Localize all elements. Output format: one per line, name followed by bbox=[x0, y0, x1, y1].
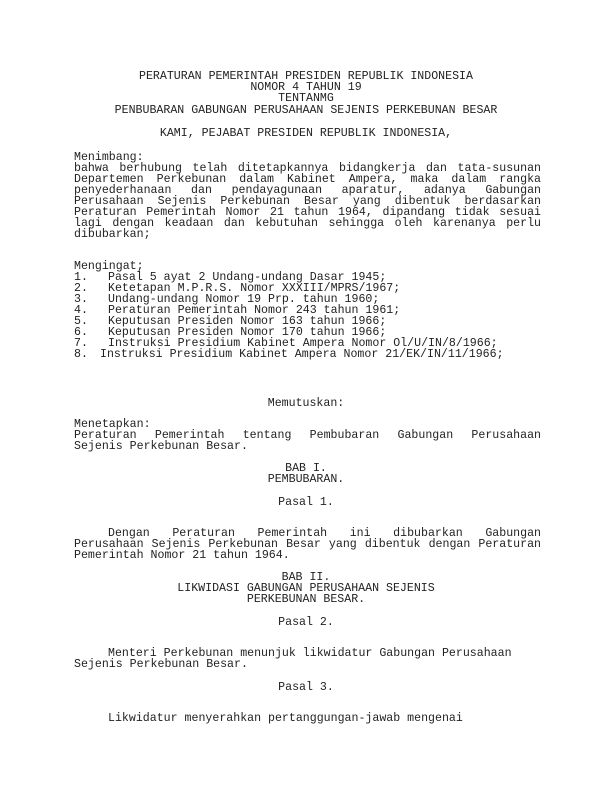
pasal3-title: Pasal 3. bbox=[278, 681, 334, 694]
menetapkan-label: Menetapkan: bbox=[74, 418, 151, 431]
list-number: 8. bbox=[74, 348, 88, 361]
list-number: 6. bbox=[74, 326, 88, 339]
memutuskan-heading: Memutuskan: bbox=[267, 397, 345, 410]
doc-title: PERATURAN PEMERINTAH PRESIDEN REPUBLIK INDONESIA bbox=[139, 70, 473, 83]
bab2-name: LIKWIDASI GABUNGAN PERUSAHAAN SEJENIS bbox=[177, 582, 435, 595]
bab2-title: BAB II. bbox=[281, 571, 331, 584]
mengingat-label: Mengingat; bbox=[74, 260, 144, 273]
pasal1-line: Dengan Peraturan Pemerintah ini dibubarkan Gabungan bbox=[108, 527, 541, 540]
list-number: 5. bbox=[74, 315, 88, 328]
pasal3-line: Likwidatur menyerahkan pertanggungan-jawab mengenai bbox=[108, 712, 463, 725]
pasal2-title: Pasal 2. bbox=[278, 616, 334, 629]
menimbang-line: Peraturan Pemerintah Nomor 21 tahun 1964, dipandang tidak sesuai bbox=[74, 206, 541, 219]
pasal2-line: Menteri Perkebunan menunjuk likwidatur Gabungan Perusahaan bbox=[108, 647, 512, 660]
bab1-title: BAB I. bbox=[285, 462, 327, 475]
bab2-name: PERKEBUNAN BESAR. bbox=[246, 593, 366, 606]
pasal1-line: Pemerintah Nomor 21 tahun 1964. bbox=[74, 549, 290, 562]
pasal2-line: Sejenis Perkebunan Besar. bbox=[74, 658, 248, 671]
menetapkan-line: Peraturan Pemerintah tentang Pembubaran Gabungan Perusahaan bbox=[74, 429, 541, 442]
list-item: Instruksi Presidium Kabinet Ampera Nomor Ol/U/IN/8/1966; bbox=[108, 337, 498, 350]
list-number: 3. bbox=[74, 293, 88, 306]
menimbang-line: dibubarkan; bbox=[74, 228, 151, 241]
list-item: Keputusan Presiden Nomor 163 tahun 1966; bbox=[108, 315, 387, 328]
list-item: Pasal 5 ayat 2 Undang-undang Dasar 1945; bbox=[108, 271, 387, 284]
menimbang-line: lagi dengan keadaan dan kebutuhan sehingga oleh karenanya perlu bbox=[74, 217, 541, 230]
list-number: 7. bbox=[74, 337, 88, 350]
list-number: 2. bbox=[74, 282, 88, 295]
list-item: Undang-undang Nomor 19 Prp. tahun 1960; bbox=[108, 293, 380, 306]
list-item: Instruksi Presidium Kabinet Ampera Nomor 21/EK/IN/11/1966; bbox=[100, 348, 504, 361]
menetapkan-line: Sejenis Perkebunan Besar. bbox=[74, 440, 248, 453]
menimbang-line: penyederhanaan dan pendayagunaan aparatur, adanya Gabungan bbox=[74, 184, 541, 197]
menimbang-line: Perusahaan Sejenis Perkebunan Besar yang dibentuk berdasarkan bbox=[74, 195, 541, 208]
bab1-name: PEMBUBARAN. bbox=[267, 473, 345, 486]
menimbang-label: Menimbang: bbox=[74, 151, 144, 164]
list-number: 4. bbox=[74, 304, 88, 317]
doc-subject: PENBUBARAN GABUNGAN PERUSAHAAN SEJENIS PERKEBUNAN BESAR bbox=[114, 104, 498, 117]
doc-about: TENTANMG bbox=[278, 92, 334, 105]
list-item: Ketetapan M.P.R.S. Nomor XXXIII/MPRS/1967; bbox=[108, 282, 401, 295]
list-item: Peraturan Pemerintah Nomor 243 tahun 1961; bbox=[108, 304, 401, 317]
doc-number: NOMOR 4 TAHUN 19 bbox=[250, 81, 362, 94]
pasal1-line: Perusahaan Sejenis Perkebunan Besar yang dibentuk dengan Peraturan bbox=[74, 538, 541, 551]
list-number: 1. bbox=[74, 271, 88, 284]
list-item: Keputusan Presiden Nomor 170 tahun 1966; bbox=[108, 326, 387, 339]
pasal1-title: Pasal 1. bbox=[278, 496, 334, 509]
menimbang-line: Departemen Perkebunan dalam Kabinet Ampera, maka dalam rangka bbox=[74, 173, 541, 186]
menimbang-line: bahwa berhubung telah ditetapkannya bidangkerja dan tata-susunan bbox=[74, 162, 541, 175]
preamble: KAMI, PEJABAT PRESIDEN REPUBLIK INDONESIA, bbox=[159, 127, 453, 140]
